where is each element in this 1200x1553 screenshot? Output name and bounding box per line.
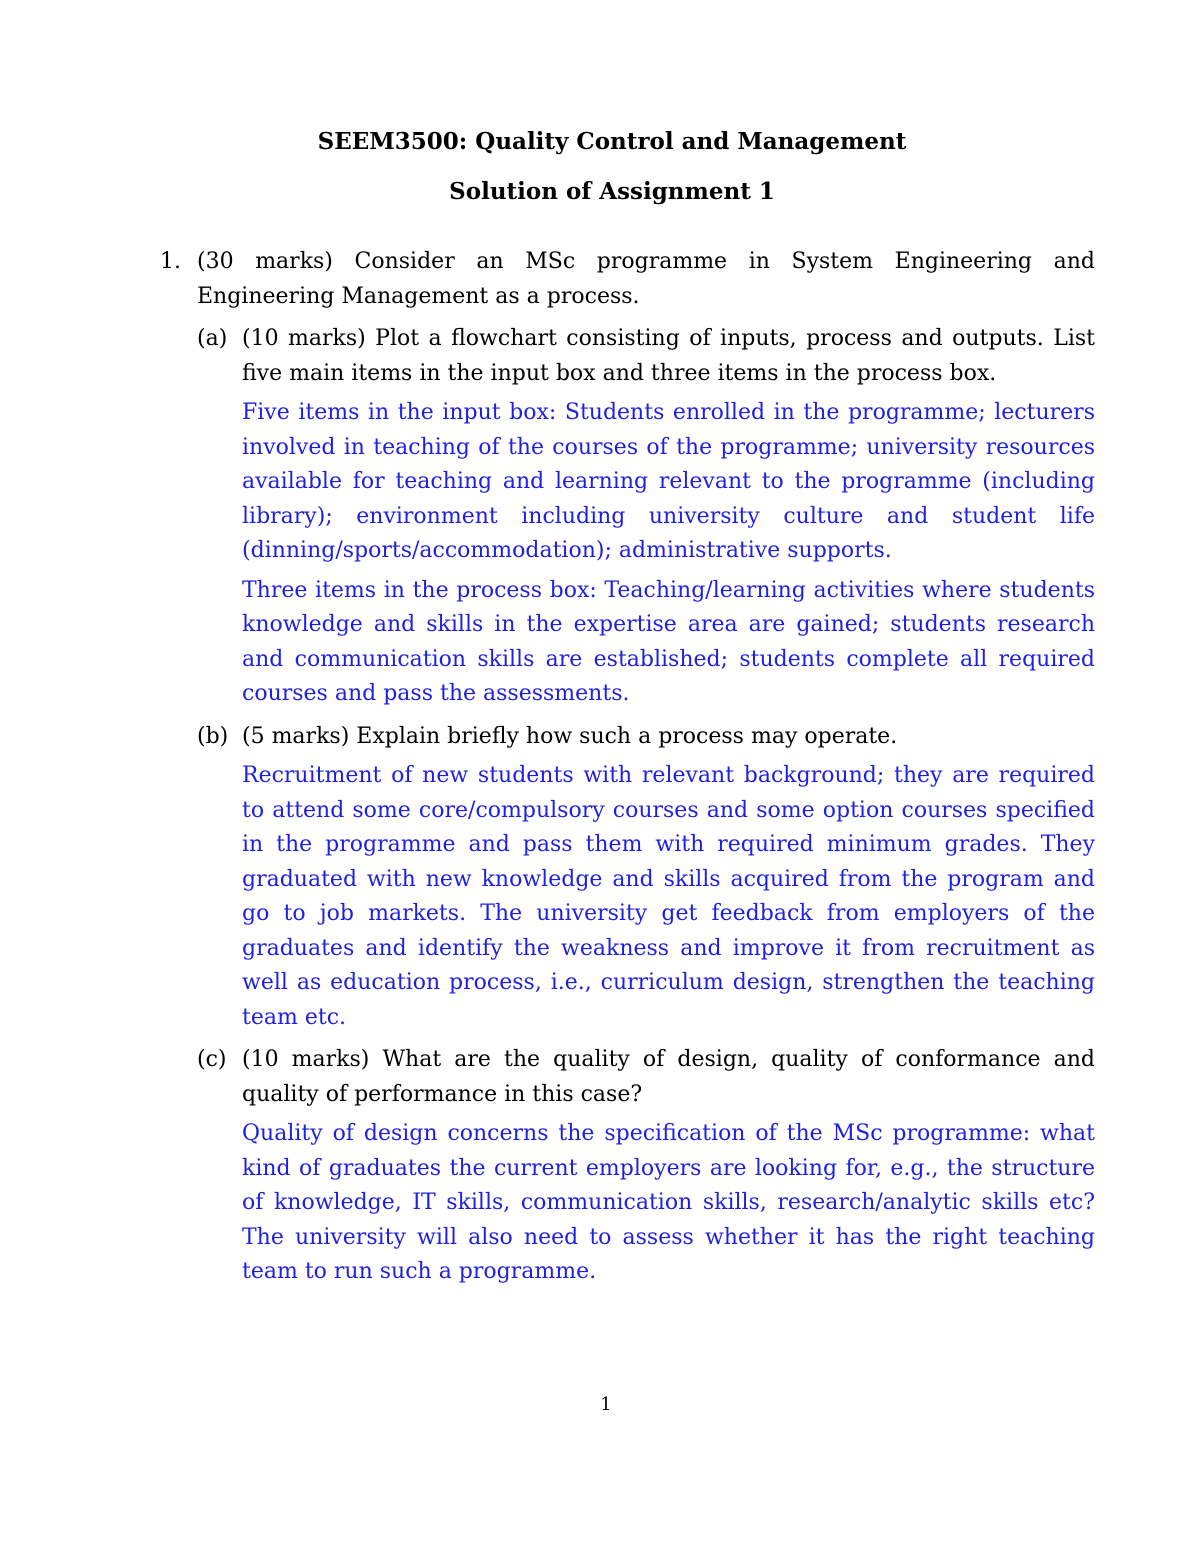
answer-paragraph: Five items in the input box: Students enrolled in the programme; lecturers involved in teaching of the courses of the programme; university resources available for teaching and learning relevant to the programme (including library); environment including university culture and student life (dinning/sports/accommodation); administrative supports.: [242, 400, 1095, 563]
question-1-header: [160, 245, 1095, 314]
answer-paragraph: Three items in the process box: Teaching/learning activities where students knowledge and skills in the expertise area are gained; students research and communication skills are established; students complete all required courses and pass the assessments.: [242, 577, 1095, 706]
part-question: (5 marks) Explain briefly how such a process may operate.: [242, 723, 898, 749]
answer-paragraph: Recruitment of new students with relevant background; they are required to attend some core/compulsory courses and some option courses specified in the programme and pass them with required minimum grades. They graduated with new knowledge and skills acquired from the program and go to job markets. The university get feedback from employers of the graduates and identify the weakness and improve it from recruitment as well as education process, i.e., curriculum design, strengthen the teaching team etc.: [242, 763, 1095, 1030]
question-parts: [160, 322, 1095, 1290]
answer-paragraph: Quality of design concerns the specification of the MSc programme: what kind of graduates the current employers are looking for, e.g., the structure of knowledge, IT skills, communication skills, research/analytic skills etc? The university will also need to assess whether it has the right teaching team to run such a programme.: [242, 1121, 1095, 1284]
question-number: 1.: [160, 249, 181, 274]
part-label: (b): [197, 723, 229, 749]
part-label: (c): [197, 1047, 227, 1072]
part-answer: [242, 759, 1095, 1035]
part-b: [197, 720, 1095, 1036]
part-label: (a): [197, 326, 228, 351]
document-subtitle: Solution of Assignment 1: [449, 178, 775, 205]
question-text: (30 marks) Consider an MSc programme in System Engineering and Engineering Management as a process.: [197, 249, 1095, 309]
document-title: SEEM3500: Quality Control and Management: [317, 128, 907, 155]
page-number: 1: [600, 1394, 612, 1415]
question-1: [160, 245, 1095, 1298]
part-answer: [242, 1117, 1095, 1290]
part-question: (10 marks) What are the quality of design, quality of conformance and quality of performance in this case?: [242, 1047, 1095, 1107]
part-c: [197, 1043, 1095, 1290]
part-question: (10 marks) Plot a flowchart consisting of inputs, process and outputs. List five main items in the input box and three items in the process box.: [242, 326, 1095, 386]
part-answer: [242, 396, 1095, 712]
part-a: [197, 322, 1095, 712]
